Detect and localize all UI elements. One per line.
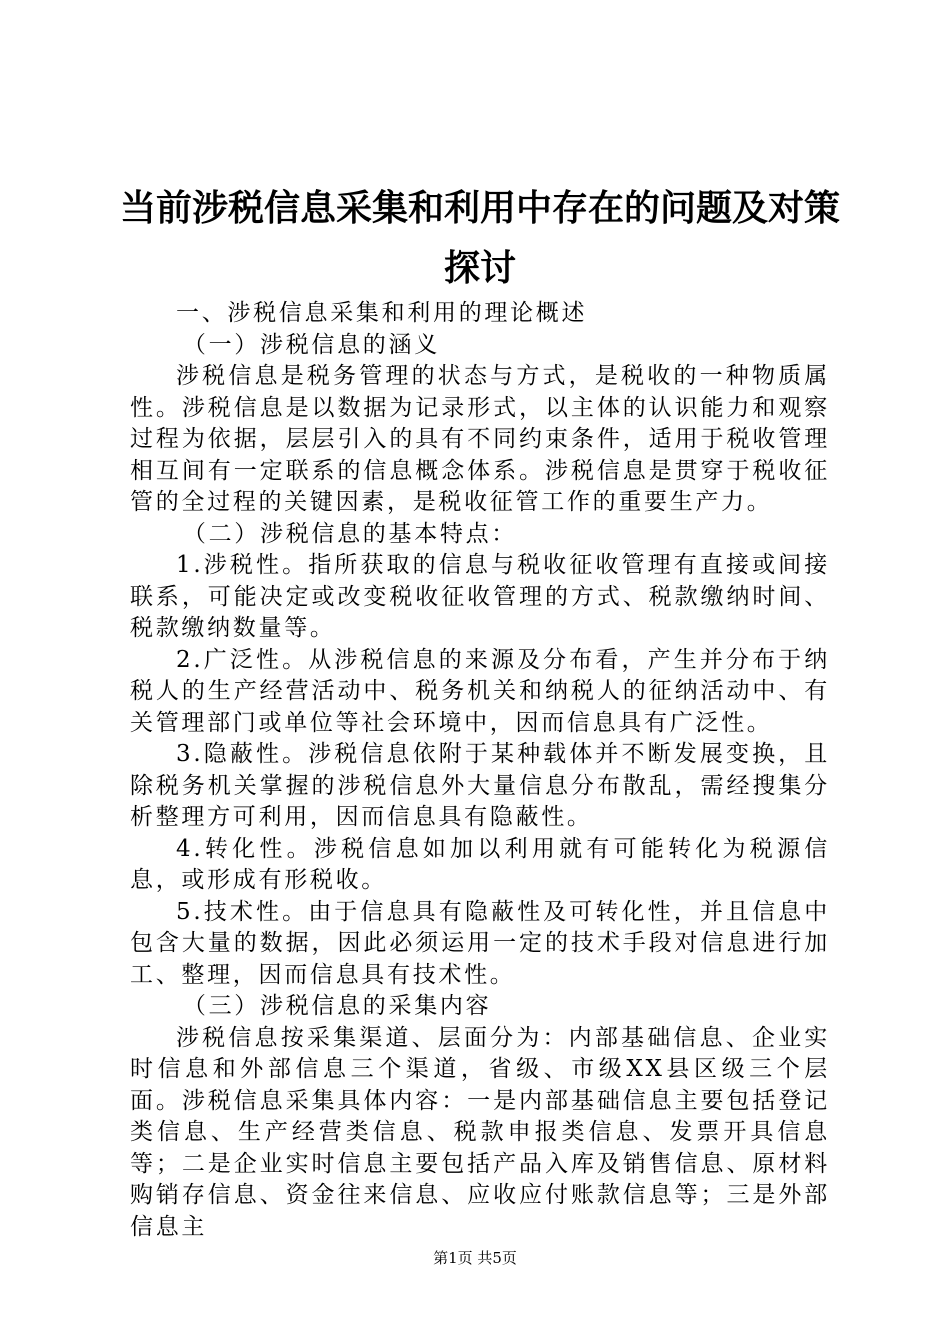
paragraph-feature-5: 5.技术性。由于信息具有隐蔽性及可转化性，并且信息中包含大量的数据，因此必须运用一定的技术手段对信息进行加工、整理，因而信息具有技术性。 <box>130 898 830 988</box>
paragraph-feature-3: 3.隐蔽性。涉税信息依附于某种载体并不断发展变换，且除税务机关掌握的涉税信息外大量信息分布散乱，需经搜集分析整理方可利用，因而信息具有隐蔽性。 <box>130 741 830 830</box>
subsection-heading-1: （一）涉税信息的涵义 <box>182 331 440 358</box>
paragraph-definition: 涉税信息是税务管理的状态与方式，是税收的一种物质属性。涉税信息是以数据为记录形式，以主体的认识能力和观察过程为依据，层层引入的具有不同约束条件，适用于税收管理相互间有一定联系的信息概念体系。涉税信息是贯穿于税收征管的全过程的关键因素，是税收征管工作的重要生产力。 <box>130 363 830 515</box>
section-heading-1: 一、涉税信息采集和利用的理论概述 <box>176 300 588 326</box>
paragraph-collection-content: 涉税信息按采集渠道、层面分为：内部基础信息、企业实时信息和外部信息三个渠道，省级、市级XX县区级三个层面。涉税信息采集具体内容：一是内部基础信息主要包括登记类信息、生产经营类信息、税款申报类信息、发票开具信息等；二是企业实时信息主要包括产品入库及销售信息、原材料购销存信息、资金往来信息、应收应付账款信息等；三是外部信息主 <box>130 1024 830 1240</box>
paragraph-feature-1: 1.涉税性。指所获取的信息与税收征收管理有直接或间接联系，可能决定或改变税收征收管理的方式、税款缴纳时间、税款缴纳数量等。 <box>130 552 830 641</box>
document-body <box>130 298 830 1243</box>
paragraph-feature-4: 4.转化性。涉税信息如加以利用就有可能转化为税源信息，或形成有形税收。 <box>130 835 830 893</box>
document-title-line1: 当前涉税信息采集和利用中存在的问题及对策 <box>120 187 841 229</box>
subsection-heading-3: （三）涉税信息的采集内容 <box>182 993 492 1019</box>
paragraph-feature-2: 2.广泛性。从涉税信息的来源及分布看，产生并分布于纳税人的生产经营活动中、税务机关和纳税人的征纳活动中、有关管理部门或单位等社会环境中，因而信息具有广泛性。 <box>130 646 830 736</box>
document-title-line2: 探讨 <box>443 247 516 289</box>
page-footer: 第1页 共5页 <box>433 1249 517 1267</box>
subsection-heading-2: （二）涉税信息的基本特点： <box>182 520 517 547</box>
